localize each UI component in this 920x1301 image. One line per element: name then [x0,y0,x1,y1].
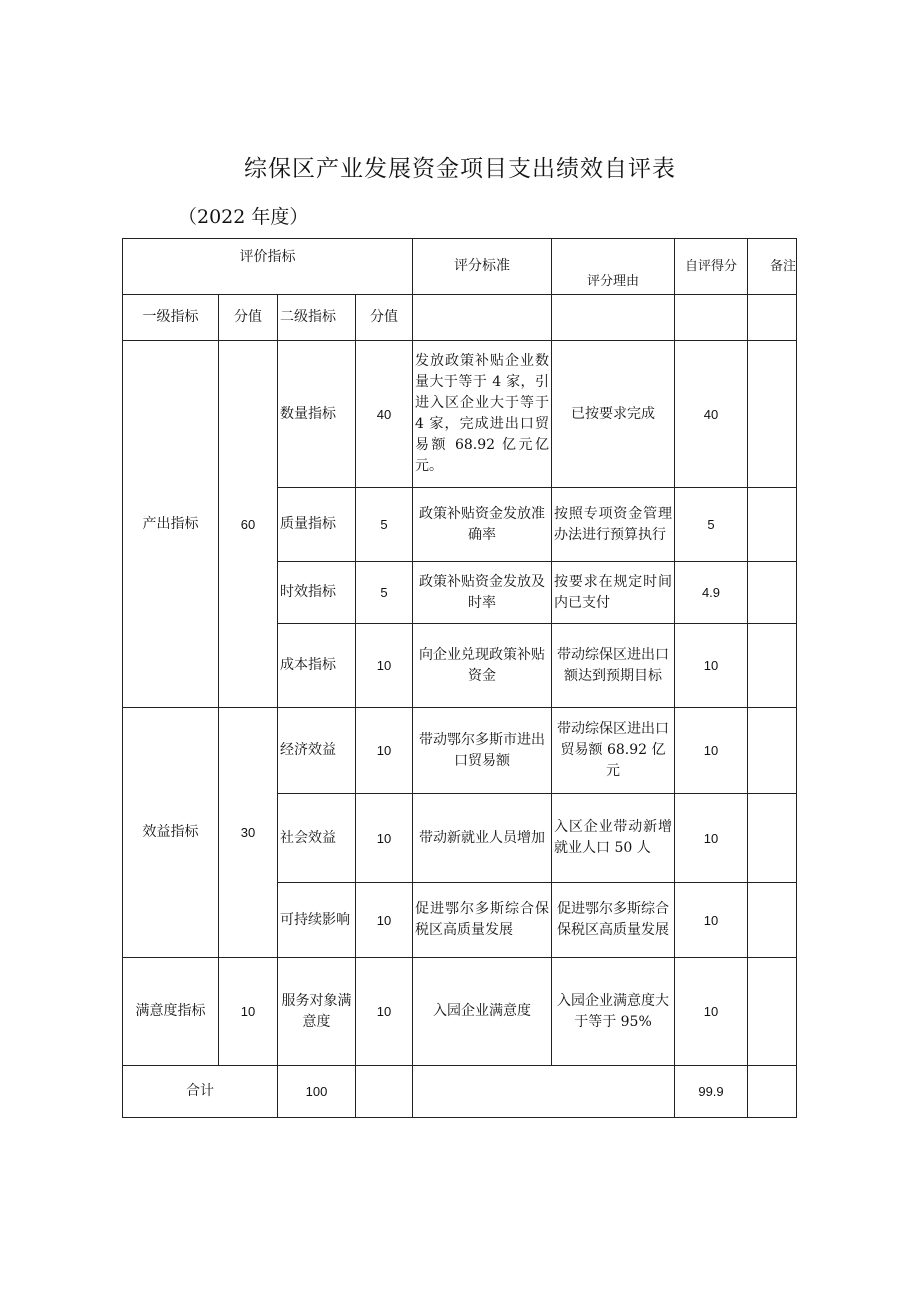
indicator-reason: 已按要求完成 [552,341,675,488]
indicator-criteria: 政策补贴资金发放及时率 [413,562,552,624]
indicator-name: 数量指标 [278,341,356,488]
indicator-name: 成本指标 [278,624,356,708]
evaluation-table [122,238,797,1118]
indicator-score: 4.9 [675,562,748,624]
indicator-score: 40 [675,341,748,488]
empty-cell [413,295,552,341]
empty-cell [675,295,748,341]
total-score: 99.9 [675,1066,748,1118]
group-name: 满意度指标 [123,958,219,1066]
table-row [123,708,797,794]
indicator-reason: 入园企业满意度大于等于 95% [552,958,675,1066]
indicator-value: 40 [356,341,413,488]
indicator-reason: 按要求在规定时间内已支付 [552,562,675,624]
year-label: （2022 年度） [178,206,309,228]
indicator-remark [748,488,797,562]
indicator-reason: 按照专项资金管理办法进行预算执行 [552,488,675,562]
indicator-reason: 带动综保区进出口额达到预期目标 [552,624,675,708]
header-row [123,239,797,295]
group-name: 产出指标 [123,341,219,708]
indicator-name: 可持续影响 [278,883,356,958]
indicator-name: 社会效益 [278,794,356,883]
group-value: 60 [219,341,278,708]
indicator-remark [748,562,797,624]
header-level1: 一级指标 [123,295,219,341]
table-row [123,341,797,488]
indicator-remark [748,958,797,1066]
indicator-reason: 入区企业带动新增就业人口 50 人 [552,794,675,883]
indicator-criteria: 政策补贴资金发放准确率 [413,488,552,562]
indicator-score: 10 [675,708,748,794]
indicator-score: 10 [675,958,748,1066]
indicator-score: 10 [675,883,748,958]
indicator-score: 10 [675,794,748,883]
indicator-remark [748,624,797,708]
header-level2: 二级指标 [278,295,356,341]
indicator-remark [748,794,797,883]
indicator-criteria: 带动鄂尔多斯市进出口贸易额 [413,708,552,794]
indicator-criteria: 入园企业满意度 [413,958,552,1066]
indicator-name: 时效指标 [278,562,356,624]
empty-cell [552,295,675,341]
header-reason: 评分理由 [552,239,675,295]
indicator-value: 10 [356,958,413,1066]
indicator-reason: 带动综保区进出口贸易额 68.92 亿元 [552,708,675,794]
indicator-value: 10 [356,708,413,794]
empty-cell [748,295,797,341]
indicator-value: 10 [356,624,413,708]
indicator-score: 5 [675,488,748,562]
header-level2-value: 分值 [356,295,413,341]
total-value: 100 [278,1066,356,1118]
indicator-score: 10 [675,624,748,708]
header-remark: 备注 [748,239,797,295]
empty-cell [413,1066,675,1118]
page-title: 综保区产业发展资金项目支出绩效自评表 [244,156,676,182]
empty-cell [748,1066,797,1118]
indicator-remark [748,708,797,794]
header-score: 自评得分 [675,239,748,295]
group-name: 效益指标 [123,708,219,958]
indicator-criteria: 发放政策补贴企业数量大于等于 4 家，引进入区企业大于等于 4 家，完成进出口贸易额 68.92 亿元亿元。 [413,341,552,488]
indicator-criteria: 向企业兑现政策补贴资金 [413,624,552,708]
indicator-value: 10 [356,883,413,958]
header-level1-value: 分值 [219,295,278,341]
indicator-name: 质量指标 [278,488,356,562]
subheader-row [123,295,797,341]
indicator-reason: 促进鄂尔多斯综合保税区高质量发展 [552,883,675,958]
header-indicators: 评价指标 [123,239,413,295]
group-value: 10 [219,958,278,1066]
indicator-value: 10 [356,794,413,883]
total-label: 合计 [123,1066,278,1118]
indicator-criteria: 带动新就业人员增加 [413,794,552,883]
header-criteria: 评分标准 [413,239,552,295]
indicator-value: 5 [356,562,413,624]
table-row [123,958,797,1066]
group-value: 30 [219,708,278,958]
indicator-name: 服务对象满意度 [278,958,356,1066]
indicator-value: 5 [356,488,413,562]
empty-cell [356,1066,413,1118]
indicator-name: 经济效益 [278,708,356,794]
indicator-remark [748,883,797,958]
indicator-criteria: 促进鄂尔多斯综合保税区高质量发展 [413,883,552,958]
total-row [123,1066,797,1118]
indicator-remark [748,341,797,488]
